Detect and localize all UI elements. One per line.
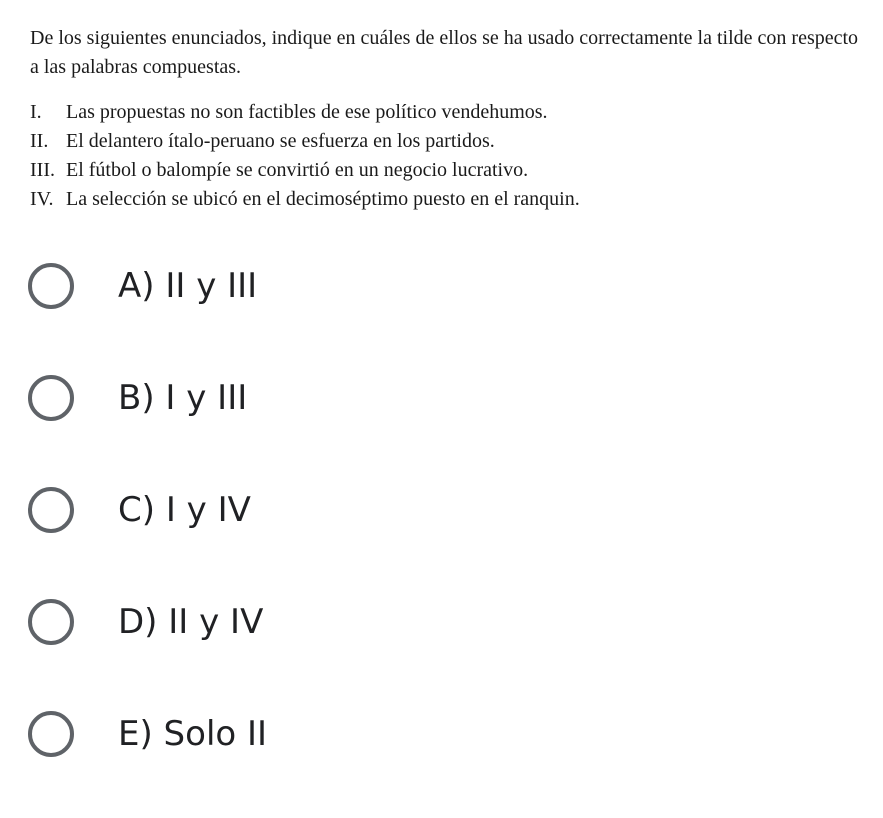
option-label: C) I y IV — [118, 490, 251, 530]
statement-text: Las propuestas no son factibles de ese político vendehumos. — [66, 101, 548, 123]
statement-item — [30, 156, 865, 185]
question-prompt: De los siguientes enunciados, indique en cuáles de ellos se ha usado correctamente la tilde con respecto a las palabras compuestas. — [30, 27, 859, 78]
option-d[interactable] — [28, 594, 628, 650]
option-e[interactable] — [28, 706, 628, 762]
option-label: D) II y IV — [118, 602, 264, 642]
statement-list — [30, 98, 865, 214]
statement-numeral: III. — [30, 159, 55, 181]
radio-button-e[interactable] — [28, 711, 74, 757]
statement-item — [30, 98, 865, 127]
option-a[interactable] — [28, 258, 628, 314]
option-label: E) Solo II — [118, 714, 268, 754]
option-b[interactable] — [28, 370, 628, 426]
statement-numeral: IV. — [30, 188, 54, 210]
radio-button-a[interactable] — [28, 263, 74, 309]
statement-item — [30, 127, 865, 156]
statement-numeral: I. — [30, 101, 42, 123]
answer-options — [28, 258, 628, 818]
statement-numeral: II. — [30, 130, 49, 152]
option-label: B) I y III — [118, 378, 248, 418]
question-block — [30, 24, 865, 214]
radio-button-d[interactable] — [28, 599, 74, 645]
statement-item — [30, 185, 865, 214]
statement-text: La selección se ubicó en el decimoséptimo puesto en el ranquin. — [66, 188, 580, 210]
statement-text: El delantero ítalo-peruano se esfuerza en los partidos. — [66, 130, 495, 152]
option-c[interactable] — [28, 482, 628, 538]
option-label: A) II y III — [118, 266, 258, 306]
statement-text: El fútbol o balompíe se convirtió en un negocio lucrativo. — [66, 159, 529, 181]
radio-button-c[interactable] — [28, 487, 74, 533]
radio-button-b[interactable] — [28, 375, 74, 421]
